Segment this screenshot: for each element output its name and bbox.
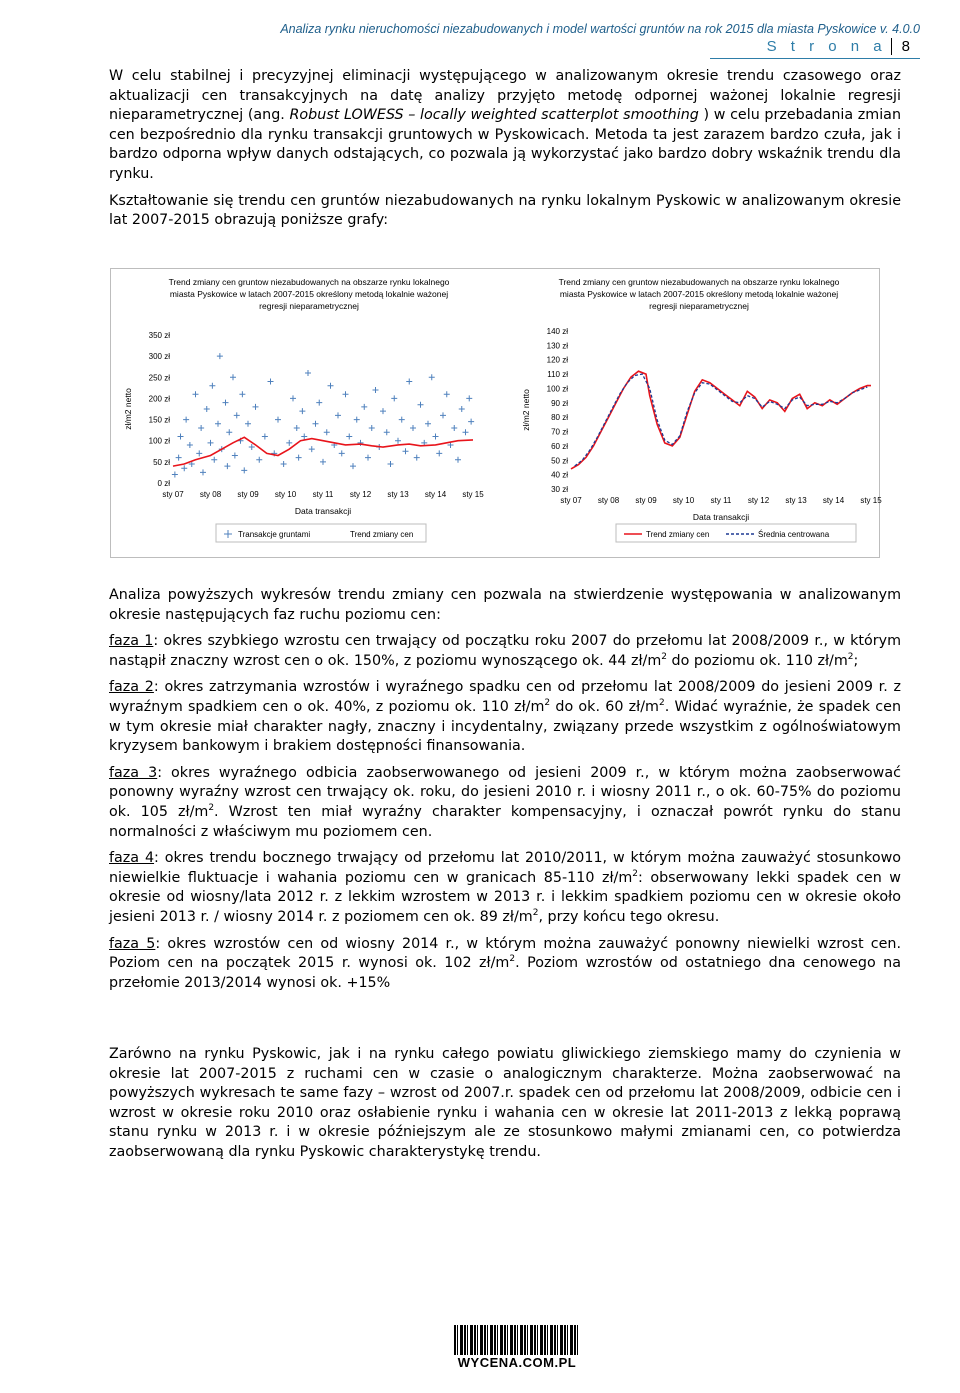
y-tick-label: 120 zł	[546, 355, 568, 365]
y-tick-label: 140 zł	[546, 327, 568, 336]
phase-text: : obserwowany lekki spadek cen w okresie od wiosny/lata 2012 r. z lekkim wzrostem w 2013 r. i lekkim spadkiem poziomu cen w okresie około jesieni 2013 r. / wiosny 2014 r. z poziomem cen ok. 89 zł/m	[109, 869, 902, 925]
y-tick-label: 250 zł	[148, 373, 170, 383]
scatter-point	[305, 370, 311, 376]
x-tick-label: sty 15	[860, 496, 882, 505]
phase-label: faza 2	[109, 679, 154, 696]
centered-average-line	[575, 374, 868, 466]
phase-text: . Widać wyraźnie, że spadek cen w tym okresie miał charakter nagły, znaczny i incydentalny, związany przede wszystkim z ogólnoświatowym kryzysem bankowym i brakiem dostępności finansowania.	[109, 698, 901, 755]
unit-superscript: 2	[847, 652, 854, 663]
phase-text: . Poziom wzrostów od ostatniego dna cenowego na przełomie 2013/2014 wynosi ok. +15%	[109, 955, 901, 991]
header-rule	[710, 58, 920, 59]
phase-text: : okres zatrzymania wzrostów i wyraźnego spadku cen od przełomu lat 2008/2009 do jesieni 2009 r. z wyraźnym spadkiem cen o ok. 40%, z poziomu ok. 110 zł/m	[109, 679, 901, 715]
scatter-point	[230, 374, 236, 380]
phase-text: : okres trendu bocznego trwający od przełomu lat 2010/2011, w którym można zauważyć stosunkowo niewielkie fluktuacje i wahania poziomu cen w granicach 85-110 zł/m	[109, 850, 902, 886]
y-tick-label: 30 zł	[551, 485, 568, 494]
phase-paragraph	[109, 935, 901, 994]
scatter-point	[253, 404, 259, 410]
y-axis-label: zł/m2 netto	[521, 389, 531, 431]
scatter-point	[403, 448, 409, 454]
scatter-point	[209, 383, 215, 389]
scatter-point	[418, 402, 424, 408]
scatter-point	[245, 421, 251, 427]
y-tick-label: 350 zł	[148, 331, 170, 340]
scatter-point	[309, 446, 315, 452]
phase-text: : okres wzrostów cen od wiosny 2014 r., w którym można zauważyć ponowny niewielki wzrost cen. Poziom cen na początek 2015 r. wynosi ok. 102 zł/m	[109, 935, 902, 972]
scatter-point	[361, 404, 367, 410]
legend-label: Transakcje gruntami	[238, 530, 311, 539]
page-number: 8	[891, 38, 910, 55]
x-tick-label: sty 12	[747, 496, 770, 505]
scatter-point	[187, 442, 193, 448]
y-tick-label: 70 zł	[551, 427, 568, 437]
charts-figure	[110, 268, 880, 558]
phase-paragraph	[109, 678, 901, 756]
scatter-point	[232, 453, 238, 459]
scatter-point	[466, 395, 472, 401]
y-tick-label: 150 zł	[148, 415, 170, 425]
chart-title-line: regresji nieparametrycznej	[259, 301, 359, 311]
x-tick-label: sty 08	[597, 496, 620, 505]
intro-italic: Robust LOWESS – locally weighted scatterplot smoothing	[289, 107, 699, 124]
scatter-point	[296, 455, 302, 461]
legend-label: Średnia centrowana	[758, 530, 830, 539]
y-tick-label: 90 zł	[551, 398, 568, 408]
scatter-point	[268, 379, 274, 385]
phase-text: ;	[853, 652, 859, 669]
conclusion-section	[109, 1045, 901, 1170]
y-tick-label: 200 zł	[148, 394, 170, 404]
scatter-point	[350, 463, 356, 469]
phase-label: faza 5	[109, 935, 156, 952]
x-tick-label: sty 14	[822, 496, 845, 505]
y-tick-label: 100 zł	[546, 384, 568, 394]
y-tick-label: 60 zł	[551, 441, 568, 451]
phase-label: faza 4	[109, 850, 155, 867]
page-word: S t r o n a	[766, 38, 887, 55]
y-tick-label: 100 zł	[148, 436, 170, 446]
scatter-point	[373, 387, 379, 393]
scatter-point	[384, 429, 390, 435]
scatter-point	[239, 391, 245, 397]
phase-text: do poziomu ok. 110 zł/m	[667, 652, 848, 669]
x-axis-label: Data transakcji	[692, 512, 750, 522]
y-tick-label: 40 zł	[551, 470, 568, 480]
y-tick-label: 50 zł	[551, 456, 568, 466]
x-tick-label: sty 07	[560, 496, 582, 505]
chart-title-line: miasta Pyskowice w latach 2007-2015 określony metodą lokalnie ważonej	[169, 289, 449, 299]
scatter-point	[294, 425, 300, 431]
scatter-point	[262, 433, 268, 439]
x-axis-label: Data transakcji	[294, 506, 352, 516]
scatter-point	[455, 457, 461, 463]
phase-text: : okres wyraźnego odbicia zaobserwowanego od jesieni 2009 r., w którym można zaobserwować ponowny wyraźny wzrost cen trwający ok. roku, do jesieni 2010 r. i wiosny 2011 r., o ok. 60-75% do poziomu ok. 105 zł/m	[109, 764, 901, 820]
y-tick-label: 130 zł	[546, 341, 568, 351]
legend-label: Trend zmiany cen	[350, 530, 414, 539]
scatter-point	[391, 395, 397, 401]
scatter-point	[249, 444, 255, 450]
scatter-point	[204, 406, 210, 412]
x-tick-label: sty 09	[635, 496, 657, 505]
scatter-point	[313, 421, 319, 427]
scatter-point	[343, 391, 349, 397]
unit-superscript: 2	[658, 698, 665, 709]
conclusion-paragraph: Zarówno na rynku Pyskowic, jak i na rynku całego powiatu gliwickiego ziemskiego mamy do czynienia w okresie lat 2007-2015 z ruchami cen w czasie o analogicznym charakterze. Można zaobserwować na powyższych wykresach te same fazy – wzrost od 2007.r. spadek cen od przełomu lat 2008/2009, odbicie cen i wzrost w okresie roku 2010 oraz osłabienie rynku i wahania cen w okresie lat 2011-2013 z lekką poprawą stanu rynku w 2013 r. i w okresie późniejszym ale ze stosunkowo małymi zmianami cen, co potwierdza zaobserwowaną dla rynku Pyskowic charakterystykę trendu.	[109, 1046, 901, 1160]
scatter-point	[301, 433, 307, 439]
scatter-point	[196, 450, 202, 456]
x-tick-label: sty 10	[672, 496, 695, 505]
x-tick-label: sty 09	[237, 490, 259, 499]
phase-paragraph	[109, 764, 901, 842]
scatter-point	[176, 455, 182, 461]
scatter-point	[463, 429, 469, 435]
scatter-point	[459, 406, 465, 412]
y-tick-label: 50 zł	[153, 457, 170, 467]
scatter-point	[425, 421, 431, 427]
scatter-point	[183, 417, 189, 423]
trend-line	[571, 371, 871, 469]
chart-title-line: Trend zmiany cen gruntow niezabudowanych na obszarze rynku lokalnego	[558, 277, 840, 287]
scatter-point	[193, 391, 199, 397]
scatter-point	[436, 450, 442, 456]
unit-superscript: 2	[661, 652, 668, 663]
scatter-point	[172, 472, 178, 478]
scatter-point	[211, 457, 217, 463]
scatter-point	[178, 433, 184, 439]
y-tick-label: 0 zł	[157, 479, 170, 488]
scatter-point	[256, 457, 262, 463]
analysis-section	[109, 586, 901, 1000]
page-number-label	[767, 38, 910, 55]
scatter-point	[320, 459, 326, 465]
scatter-point	[275, 417, 281, 423]
scatter-point	[224, 463, 230, 469]
phase-paragraph	[109, 849, 901, 927]
scatter-point	[444, 391, 450, 397]
scatter-point	[346, 433, 352, 439]
phase-label: faza 1	[109, 633, 154, 650]
scatter-point	[286, 440, 292, 446]
intro-section	[109, 67, 901, 238]
intro-paragraph-1	[109, 67, 901, 185]
scatter-point	[354, 417, 360, 423]
scatter-point	[316, 400, 322, 406]
scatter-point	[241, 467, 247, 473]
scatter-point	[281, 461, 287, 467]
unit-superscript: 2	[632, 868, 638, 879]
scatter-point	[380, 408, 386, 414]
phase-text: do ok. 60 zł/m	[550, 698, 659, 715]
unit-superscript: 2	[532, 908, 539, 919]
legend-scatter-swatch	[224, 530, 232, 538]
scatter-point	[451, 425, 457, 431]
chart-title-line: regresji nieparametrycznej	[649, 301, 749, 311]
scatter-point	[369, 425, 375, 431]
phase-text: , przy końcu tego okresu.	[538, 908, 720, 925]
x-tick-label: sty 13	[785, 496, 807, 505]
x-tick-label: sty 12	[349, 490, 372, 499]
running-header: Analiza rynku nieruchomości niezabudowanych i model wartości gruntów na rok 2015 dla miasta Pyskowice v. 4.0.0	[280, 22, 920, 36]
scatter-point	[208, 440, 214, 446]
scatter-point	[215, 421, 221, 427]
scatter-point	[226, 429, 232, 435]
scatter-point	[181, 465, 187, 471]
chart-title-line: Trend zmiany cen gruntow niezabudowanych na obszarze rynku lokalnego	[168, 277, 450, 287]
x-tick-label: sty 15	[462, 490, 484, 499]
scatter-point	[217, 353, 223, 359]
logo-text: WYCENA.COM.PL	[457, 1355, 577, 1370]
unit-superscript: 2	[509, 954, 516, 965]
barcode-graphic	[454, 1325, 580, 1355]
scatter-point	[410, 425, 416, 431]
y-tick-label: 300 zł	[148, 352, 170, 362]
x-tick-label: sty 07	[162, 490, 184, 499]
x-tick-label: sty 11	[312, 490, 334, 499]
phase-label: faza 3	[109, 764, 158, 781]
unit-superscript: 2	[544, 698, 551, 709]
analysis-intro: Analiza powyższych wykresów trendu zmiany cen pozwala na stwierdzenie występowania w analizowanym okresie następujących faz ruchu poziomu cen:	[109, 587, 901, 623]
x-tick-label: sty 13	[387, 490, 409, 499]
scatter-point	[328, 383, 334, 389]
scatter-point	[234, 412, 240, 418]
y-tick-label: 110 zł	[547, 370, 568, 380]
intro-text-a: W celu stabilnej i precyzyjnej eliminacji występującego w analizowanym okresie trendu czasowego oraz aktualizacji cen transakcyjnych na datę analizy przyjęto metodę odpornej ważonej lokalnie regresji nieparametrycznej (ang.	[109, 68, 901, 124]
intro-text-b: ) w celu przebadania zmian cen bezpośrednio dla rynku transakcji gruntowych w Pyskowicach. Metoda ta jest zarazem bardzo czuła, jak i bardzo odporna wpływ danych odstających, co pozwala ją wykorzystać jako bardzo dobry wskaźnik trendu dla rynku.	[109, 107, 902, 182]
scatter-point	[468, 419, 474, 425]
scatter-point	[365, 455, 371, 461]
scatter-point	[433, 433, 439, 439]
scatter-point	[414, 455, 420, 461]
x-tick-label: sty 08	[199, 490, 222, 499]
unit-superscript: 2	[208, 803, 215, 814]
phases-list	[109, 632, 901, 993]
scatter-point	[324, 429, 330, 435]
charts-svg	[111, 269, 882, 557]
intro-paragraph-2: Kształtowanie się trendu cen gruntów niezabudowanych na rynku lokalnym Pyskowic w analizowanym okresie lat 2007-2015 obrazują poniższe grafy:	[109, 192, 901, 229]
scatter-point	[388, 461, 394, 467]
scatter-point	[406, 379, 412, 385]
x-tick-label: sty 11	[710, 496, 732, 505]
chart-title-line: miasta Pyskowice w latach 2007-2015 określony metodą lokalnie ważonej	[559, 289, 839, 299]
scatter-point	[198, 425, 204, 431]
scatter-point	[335, 412, 341, 418]
scatter-point	[399, 417, 405, 423]
y-tick-label: 80 zł	[551, 413, 568, 423]
scatter-point	[200, 469, 206, 475]
phase-text: . Wzrost ten miał wyraźny charakter kompensacyjny, i oznaczał powrót rynku do stanu normalności z właściwym mu poziomem cen.	[109, 803, 901, 840]
y-axis-label: zł/m2 netto	[123, 388, 133, 430]
scatter-point	[299, 408, 305, 414]
scatter-point	[429, 374, 435, 380]
x-tick-label: sty 10	[274, 490, 297, 499]
scatter-point	[440, 412, 446, 418]
scatter-point	[339, 450, 345, 456]
footer-logo	[454, 1325, 580, 1371]
phase-paragraph	[109, 632, 901, 671]
scatter-point	[290, 395, 296, 401]
scatter-point	[395, 438, 401, 444]
scatter-point	[223, 400, 229, 406]
x-tick-label: sty 14	[424, 490, 447, 499]
legend-label: Trend zmiany cen	[646, 530, 710, 539]
phase-text: : okres szybkiego wzrostu cen trwający od początku roku 2007 do przełomu lat 2008/2009 r., w którym nastąpił znaczny wzrost cen o ok. 150%, z poziomu wynoszącego ok. 44 zł/m	[109, 633, 901, 669]
